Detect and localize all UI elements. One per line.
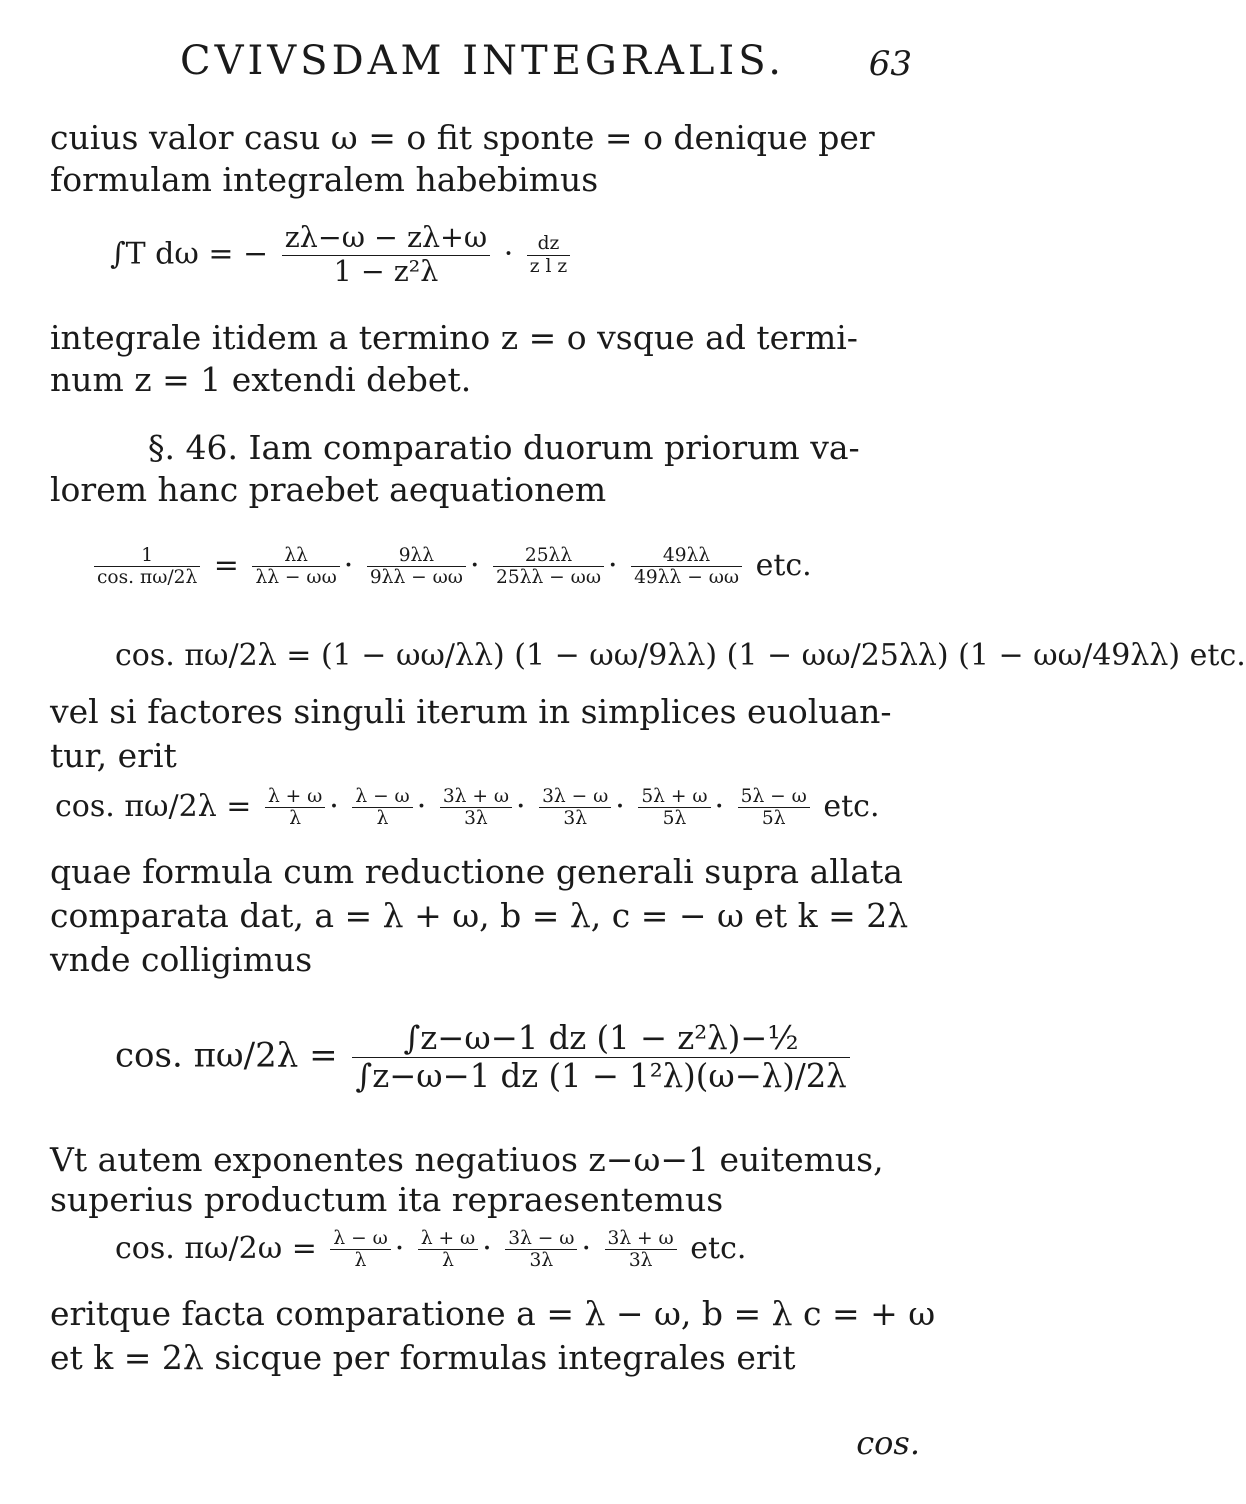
eq6-lhs: cos. πω/2ω = [115,1230,327,1266]
eq2-lhs-num: 1 [94,545,200,567]
eq2-lhs-den: cos. πω/2λ [97,567,198,589]
eq2-t2-num: 9λλ [367,545,466,567]
eq2-t3-den: 25λλ − ωω [496,567,601,589]
eq3-factor-2: (1 − ωω/9λλ) [514,638,718,673]
catchword: cos. [856,1424,920,1462]
eq4-f3-den: 3λ [464,808,488,830]
eq6-f3-den: 3λ [529,1250,554,1272]
eq4-f5-num: 5λ + ω [638,786,710,808]
eq6-f4-num: 3λ + ω [605,1228,677,1250]
eq4-f4-den: 3λ [563,808,587,830]
page-header [180,38,920,98]
eq4-f3-num: 3λ + ω [440,786,512,808]
eq4-f5-den: 5λ [662,808,687,830]
eq1-lhs: ∫T dω = − [110,236,269,272]
eq4-f2-den: λ [376,808,389,830]
eq6-factor-3 [505,1228,577,1272]
eq2-term-1 [252,545,339,589]
eq4-lhs: cos. πω/2λ = [55,788,261,824]
eq2-t1-den: λλ − ωω [255,567,337,589]
text-line-8: tur, erit [50,736,177,775]
eq1-dz-numerator: dz [527,233,570,255]
text-line-9: quae formula cum reductione generali supra allata [50,852,903,891]
equation-3 [115,638,1246,674]
eq2-t1-num: λλ [252,545,339,567]
running-title: CVIVSDAM INTEGRALIS. [180,38,785,84]
text-line-6: lorem hanc praebet aequationem [50,470,607,509]
eq4-f6-den: 5λ [761,808,786,830]
eq3-lhs: cos. πω/2λ = [115,638,321,673]
eq2-term-2 [367,545,466,589]
text-line-1: cuius valor casu ω = o fit sponte = o denique per [50,118,875,157]
eq1-dz-fraction [527,233,570,277]
eq4-f6-num: 5λ − ω [738,786,810,808]
eq3-factor-1: (1 − ωω/λλ) [320,638,505,673]
eq6-f3-num: 3λ − ω [505,1228,577,1250]
eq4-factor-4 [539,786,611,830]
text-line-10: comparata dat, a = λ + ω, b = λ, c = − ω et k = 2λ [50,896,909,935]
eq6-factor-4 [605,1228,677,1272]
eq1-fraction [282,222,490,289]
eq3-factor-4: (1 − ωω/49λλ) [958,638,1181,673]
eq1-numerator: zλ−ω − zλ+ω [282,222,490,256]
eq2-lhs [94,545,200,589]
eq4-factor-5 [638,786,710,830]
eq4-factor-6 [738,786,810,830]
equation-2: $\frac{1}{\cos. \pi\omega/2\lambda}$ = $\frac{\lambda\lambda}{\lambda\lambda - \omega\omega}$ · $\frac{9\lambda\lambda}{9\lambda\lambda - \omega\omega}$ · $\frac{25\lambda\lambda}{25\lambda\lambda - \omega\omega}$ · $\frac{49\lambda\lambda}{49\lambda\lambda - \omega\omega}$ etc. [90,545,812,589]
eq4-f2-num: λ − ω [352,786,412,808]
text-line-14: eritque facta comparatione a = λ − ω, b = λ c = + ω [50,1294,936,1333]
text-line-7: vel si factores singuli iterum in simplices euoluan- [50,692,892,731]
eq6-f2-den: λ [442,1250,454,1272]
eq4-factor-3 [440,786,512,830]
eq2-t4-num: 49λλ [631,545,742,567]
equation-5 [115,1020,854,1095]
eq5-lhs: cos. πω/2λ = [115,1035,349,1076]
eq2-etc: etc. [755,547,812,583]
text-line-11: vnde colligimus [50,940,313,979]
equation-4: cos. πω/2λ = $\frac{\lambda + \omega}{\lambda}$ · $\frac{\lambda - \omega}{\lambda}$ · $\frac{3\lambda + \omega}{3\lambda}$ · $\frac{3\lambda - \omega}{3\lambda}$ · $\frac{5\lambda + \omega}{5\lambda}$ · $\frac{5\lambda - \omega}{5\lambda}$ etc. [55,786,880,830]
text-line-3: integrale itidem a termino z = o vsque ad termi- [50,318,858,357]
equation-6: cos. πω/2ω = $\frac{\lambda - \omega}{\lambda}$ · $\frac{\lambda + \omega}{\lambda}$ · $\frac{3\lambda - \omega}{3\lambda}$ · $\frac{3\lambda + \omega}{3\lambda}$ etc. [115,1228,747,1272]
eq2-term-4 [631,545,742,589]
eq6-f1-num: λ − ω [330,1228,390,1250]
text-line-5: §. 46. Iam comparatio duorum priorum va- [148,428,860,467]
eq5-denominator: ∫z−ω−1 dz (1 − 1²λ)(ω−λ)/2λ [355,1057,847,1096]
eq3-factor-3: (1 − ωω/25λλ) [726,638,949,673]
eq1-denominator: 1 − z²λ [333,254,439,288]
equation-1: ∫T dω = − $\frac{z\lambda-\omega - z\lambda+\omega}{\text{1 − z²λ}}$ · $\frac{dz}{\text{z l z}}$ [110,222,574,289]
eq4-f4-num: 3λ − ω [539,786,611,808]
eq6-factor-1 [330,1228,390,1272]
eq5-numerator: ∫z−ω−1 dz (1 − z²λ)−½ [352,1020,849,1058]
eq6-factor-2 [418,1228,478,1272]
text-line-2: formulam integralem habebimus [50,160,599,199]
eq2-t4-den: 49λλ − ωω [634,567,740,589]
eq6-f4-den: 3λ [628,1250,653,1272]
text-line-12: Vt autem exponentes negatiuos z−ω−1 euitemus, [50,1140,884,1179]
eq5-fraction [352,1020,849,1095]
eq4-factor-2 [352,786,412,830]
eq4-factor-1 [265,786,325,830]
text-line-15: et k = 2λ sicque per formulas integrales erit [50,1338,796,1377]
eq3-etc: etc. [1189,638,1246,673]
eq6-f2-num: λ + ω [418,1228,478,1250]
eq2-t2-den: 9λλ − ωω [369,567,463,589]
eq2-term-3 [493,545,604,589]
eq4-etc: etc. [823,788,880,824]
text-line-4: num z = 1 extendi debet. [50,360,472,399]
eq4-f1-den: λ [289,808,302,830]
eq2-t3-num: 25λλ [493,545,604,567]
eq4-f1-num: λ + ω [265,786,325,808]
text-line-13: superius productum ita repraesentemus [50,1180,724,1219]
eq1-dz-denominator: z l z [529,255,568,277]
page-number: 63 [868,44,912,84]
eq6-f1-den: λ [354,1250,367,1272]
eq6-etc: etc. [690,1230,747,1266]
